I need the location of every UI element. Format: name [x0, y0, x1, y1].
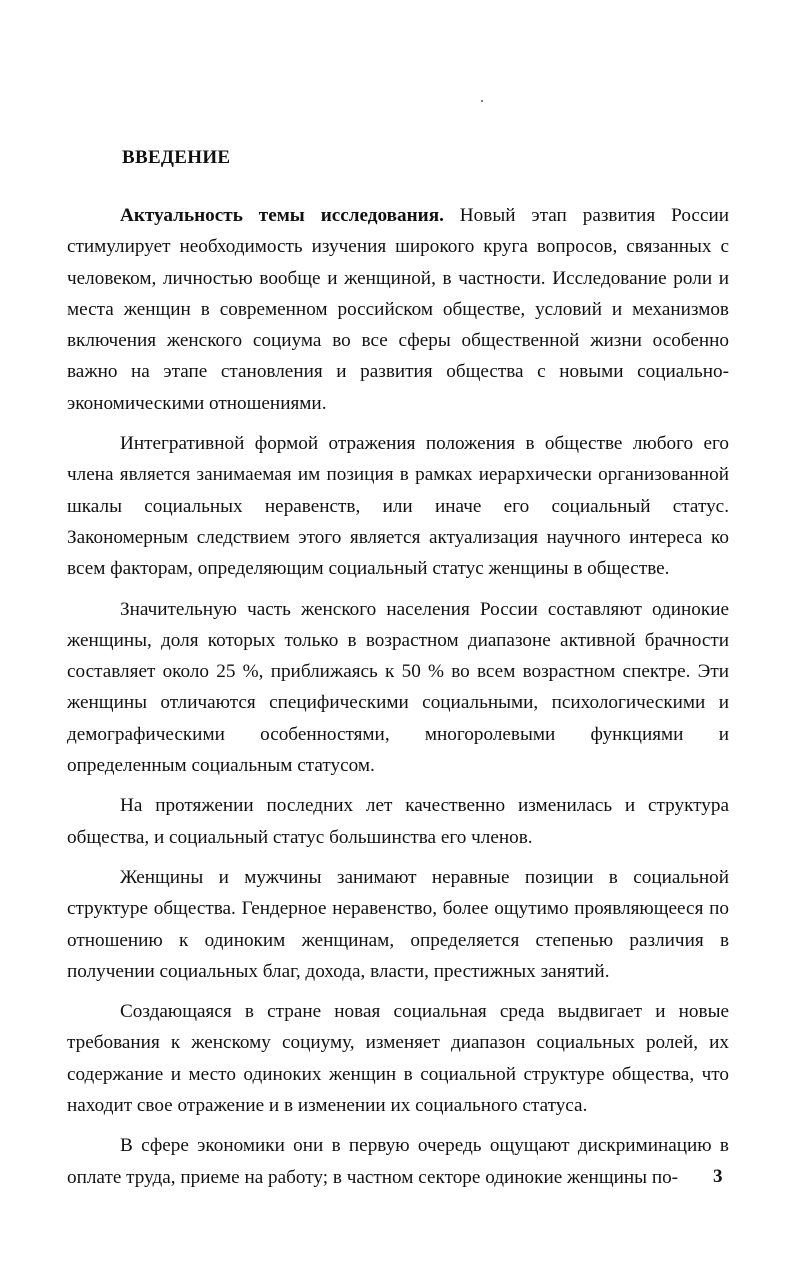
paragraph: Значительную часть женского населения России составляют одинокие женщины, доля которых только в возрастном диапазоне активной брачности составляет около 25 %, приближаясь к 50 % во всем возрастном спектре. Эти женщины отличаются специфическими социальными, психологическими и демографическими особенностями, многоролевыми функциями и определенным социальным статусом.: [67, 598, 729, 777]
page-number: 3: [713, 1166, 723, 1187]
paragraph-lead: Актуальность темы исследования.: [120, 205, 444, 226]
paragraph: Женщины и мужчины занимают неравные позиции в социальной структуре общества. Гендерное неравенство, более ощутимо проявляющееся по отношению к одиноким женщинам, определяется степенью различия в получении социальных благ, дохода, власти, престижных занятий.: [67, 866, 729, 982]
body-text: [67, 200, 729, 1193]
paragraph: В сфере экономики они в первую очередь ощущают дискриминацию в оплате труда, приеме на работу; в частном секторе одинокие женщины по-: [67, 1135, 729, 1188]
scan-speck: [481, 100, 483, 102]
paragraph-text: Новый этап развития России стимулирует необходимость изучения широкого круга вопросов, связанных с человеком, личностью вообще и женщиной, в частности. Исследование роли и места женщин в современном российском обществе, условий и механизмов включения женского социума во все сферы общественной жизни особенно важно на этапе становления и развития общества с новыми социально-экономическими отношениями.: [67, 205, 729, 414]
paragraph: [67, 200, 729, 419]
paragraph: На протяжении последних лет качественно изменилась и структура общества, и социальный статус большинства его членов.: [67, 795, 729, 848]
section-heading: ВВЕДЕНИЕ: [122, 147, 231, 168]
paragraph: Интегративной формой отражения положения в обществе любого его члена является занимаемая им позиция в рамках иерархически организованной шкалы социальных неравенств, или иначе его социальный статус. Закономерным следствием этого является актуализация научного интереса ко всем факторам, определяющим социальный статус женщины в обществе.: [67, 433, 729, 580]
paragraph: Создающаяся в стране новая социальная среда выдвигает и новые требования к женскому социуму, изменяет диапазон социальных ролей, их содержание и место одиноких женщин в социальной структуре общества, что находит свое отражение и в изменении их социального статуса.: [67, 1001, 729, 1117]
